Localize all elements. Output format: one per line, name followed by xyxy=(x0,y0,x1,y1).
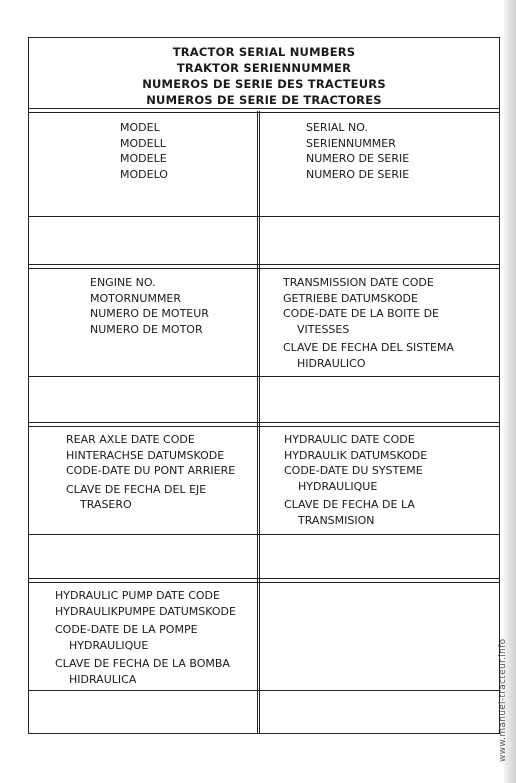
hydraulic-pump-date-code-label: HYDRAULIC PUMP DATE CODE HYDRAULIKPUMPE DATUMSKODE CODE-DATE DE LA POMPE HYDRAULIQUE CLAVE DE FECHA DE LA BOMBA HIDRAULICA xyxy=(55,589,236,686)
serial-number-label: SERIAL NO. SERIENNUMMER NUMERO DE SERIE NUMERO DE SERIE xyxy=(306,121,410,181)
form-title xyxy=(29,44,499,108)
title-french: NUMEROS DE SERIE DES TRACTEURS xyxy=(142,77,386,91)
rear-axle-date-code-entry-field[interactable] xyxy=(29,535,257,577)
transmission-date-code-label: TRANSMISSION DATE CODE GETRIEBE DATUMSKODE CODE-DATE DE LA BOITE DE VITESSES CLAVE DE FECHA DEL SISTEMA HIDRAULICO xyxy=(283,276,454,370)
title-divider xyxy=(29,108,499,113)
title-spanish: NUMEROS DE SERIE DE TRACTORES xyxy=(146,93,382,107)
hydraulic-pump-date-code-entry-field[interactable] xyxy=(29,691,257,733)
watermark-text: www.manuel-tracteur.info xyxy=(498,638,508,762)
hydraulic-date-code-label: HYDRAULIC DATE CODE HYDRAULIK DATUMSKODE CODE-DATE DU SYSTEME HYDRAULIQUE CLAVE DE FECHA DE LA TRANSMISION xyxy=(284,433,428,527)
transmission-date-code-entry-field[interactable] xyxy=(260,377,499,421)
engine-number-label: ENGINE NO. MOTORNUMMER NUMERO DE MOTEUR NUMERO DE MOTOR xyxy=(90,276,209,336)
section-divider xyxy=(29,264,499,269)
engine-number-entry-field[interactable] xyxy=(29,377,257,421)
rear-axle-date-code-label: REAR AXLE DATE CODE HINTERACHSE DATUMSKODE CODE-DATE DU PONT ARRIERE CLAVE DE FECHA DEL EJE TRASERO xyxy=(66,433,236,512)
title-english: TRACTOR SERIAL NUMBERS xyxy=(172,45,356,59)
blank-cell xyxy=(260,581,499,733)
section-divider xyxy=(29,422,499,427)
serial-number-entry-field[interactable] xyxy=(260,217,499,263)
serial-number-form xyxy=(28,37,500,734)
title-german: TRAKTOR SERIENNUMMER xyxy=(176,61,352,75)
model-entry-field[interactable] xyxy=(29,217,257,263)
model-label: MODEL MODELL MODELE MODELO xyxy=(120,121,168,181)
hydraulic-date-code-entry-field[interactable] xyxy=(260,535,499,577)
